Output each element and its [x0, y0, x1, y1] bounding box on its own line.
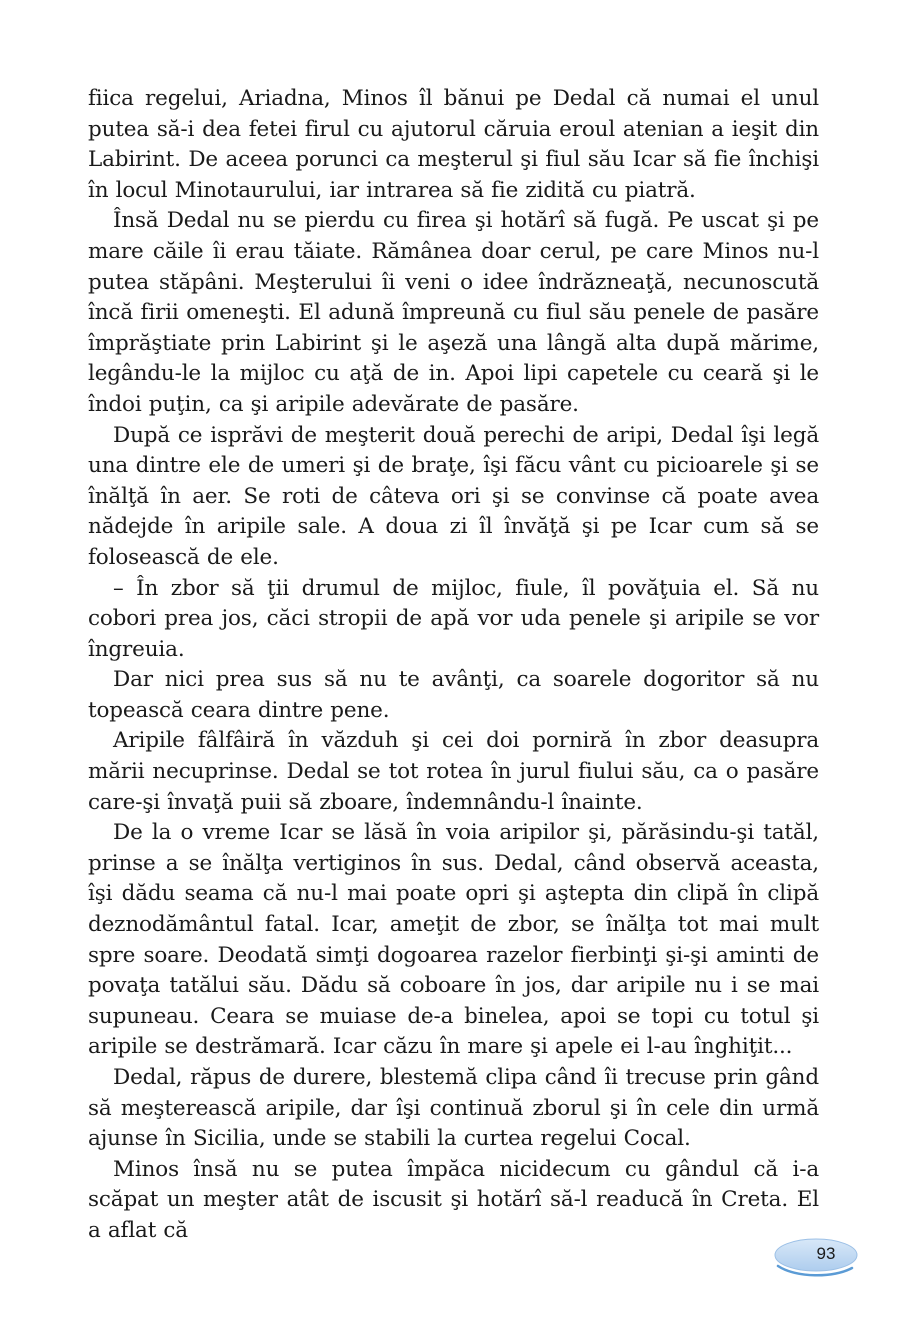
paragraph-3: După ce isprăvi de meşterit două perechi de aripi, Dedal îşi legă una dintre ele de umeri şi de braţe, îşi făcu vânt cu picioarele şi se înălţă în aer. Se roti de câteva ori şi se convinse că poate avea nădejde în aripile sale. A doua zi îl învăţă şi pe Icar cum să se folosească de ele.: [88, 422, 819, 570]
page-number-badge: [772, 1236, 858, 1280]
paragraph-4-dialogue: – În zbor să ţii drumul de mijloc, fiule, îl povăţuia el. Să nu cobori prea jos, căci stropii de apă vor uda penele şi aripile se vor îngreuia.: [88, 575, 819, 662]
paragraph-9: Minos însă nu se putea împăca nicidecum cu gândul că i-a scăpat un meşter atât de iscusit şi hotărî să-l readucă în Creta. El a aflat că: [88, 1156, 819, 1243]
paragraph-6: Aripile fâlfâiră în văzduh şi cei doi porniră în zbor deasupra mării necuprinse. Dedal se tot rotea în jurul fiului său, ca o pasăre care-şi învaţă puii să zboare, îndemnându-l înainte.: [88, 728, 819, 815]
paragraph-2: Însă Dedal nu se pierdu cu firea şi hotărî să fugă. Pe uscat şi pe mare căile îi erau tăiate. Rămânea doar cerul, pe care Minos nu-l putea stăpâni. Meşterului îi veni o idee îndrăzneaţă, necunoscută încă firii omeneşti. El adună împreună cu fiul său penele de pasăre împrăştiate prin Labirint şi le aşeză una lângă alta după mărime, legându-le la mijloc cu aţă de in. Apoi lipi capetele cu ceară şi le îndoi puţin, ca şi aripile adevărate de pasăre.: [88, 208, 819, 417]
paragraph-8: Dedal, răpus de durere, blestemă clipa când îi trecuse prin gând să meşterească aripile, dar îşi continuă zborul şi în cele din urmă ajunse în Sicilia, unde se stabili la curtea regelui Cocal.: [88, 1065, 819, 1152]
page-number: 93: [816, 1244, 836, 1263]
page-body: [88, 84, 819, 1247]
paragraph-5: Dar nici prea sus să nu te avânţi, ca soarele dogoritor să nu topească ceara dintre pene.: [88, 667, 819, 723]
paragraph-1: fiica regelui, Ariadna, Minos îl bănui pe Dedal că numai el unul putea să-i dea fetei firul cu ajutorul căruia eroul atenian a ieşit din Labirint. De aceea porunci ca meşterul şi fiul său Icar să fie închişi în locul Minotaurului, iar intrarea să fie zidită cu piatră.: [88, 86, 819, 203]
paragraph-7: De la o vreme Icar se lăsă în voia aripilor şi, părăsindu-şi tatăl, prinse a se înălţa vertiginos în sus. Dedal, când observă aceasta, îşi dădu seama că nu-l mai poate opri şi aştepta din clipă în clipă deznodământul fatal. Icar, ameţit de zbor, se înălţa tot mai mult spre soare. Deodată simţi dogoarea razelor fierbinţi şi-şi aminti de povaţa tatălui său. Dădu să coboare în jos, dar aripile nu i se mai supuneau. Ceara se muiase de-a binelea, apoi se topi cu totul şi aripile se destrămară. Icar căzu în mare şi apele ei l-au înghiţit...: [88, 820, 819, 1060]
